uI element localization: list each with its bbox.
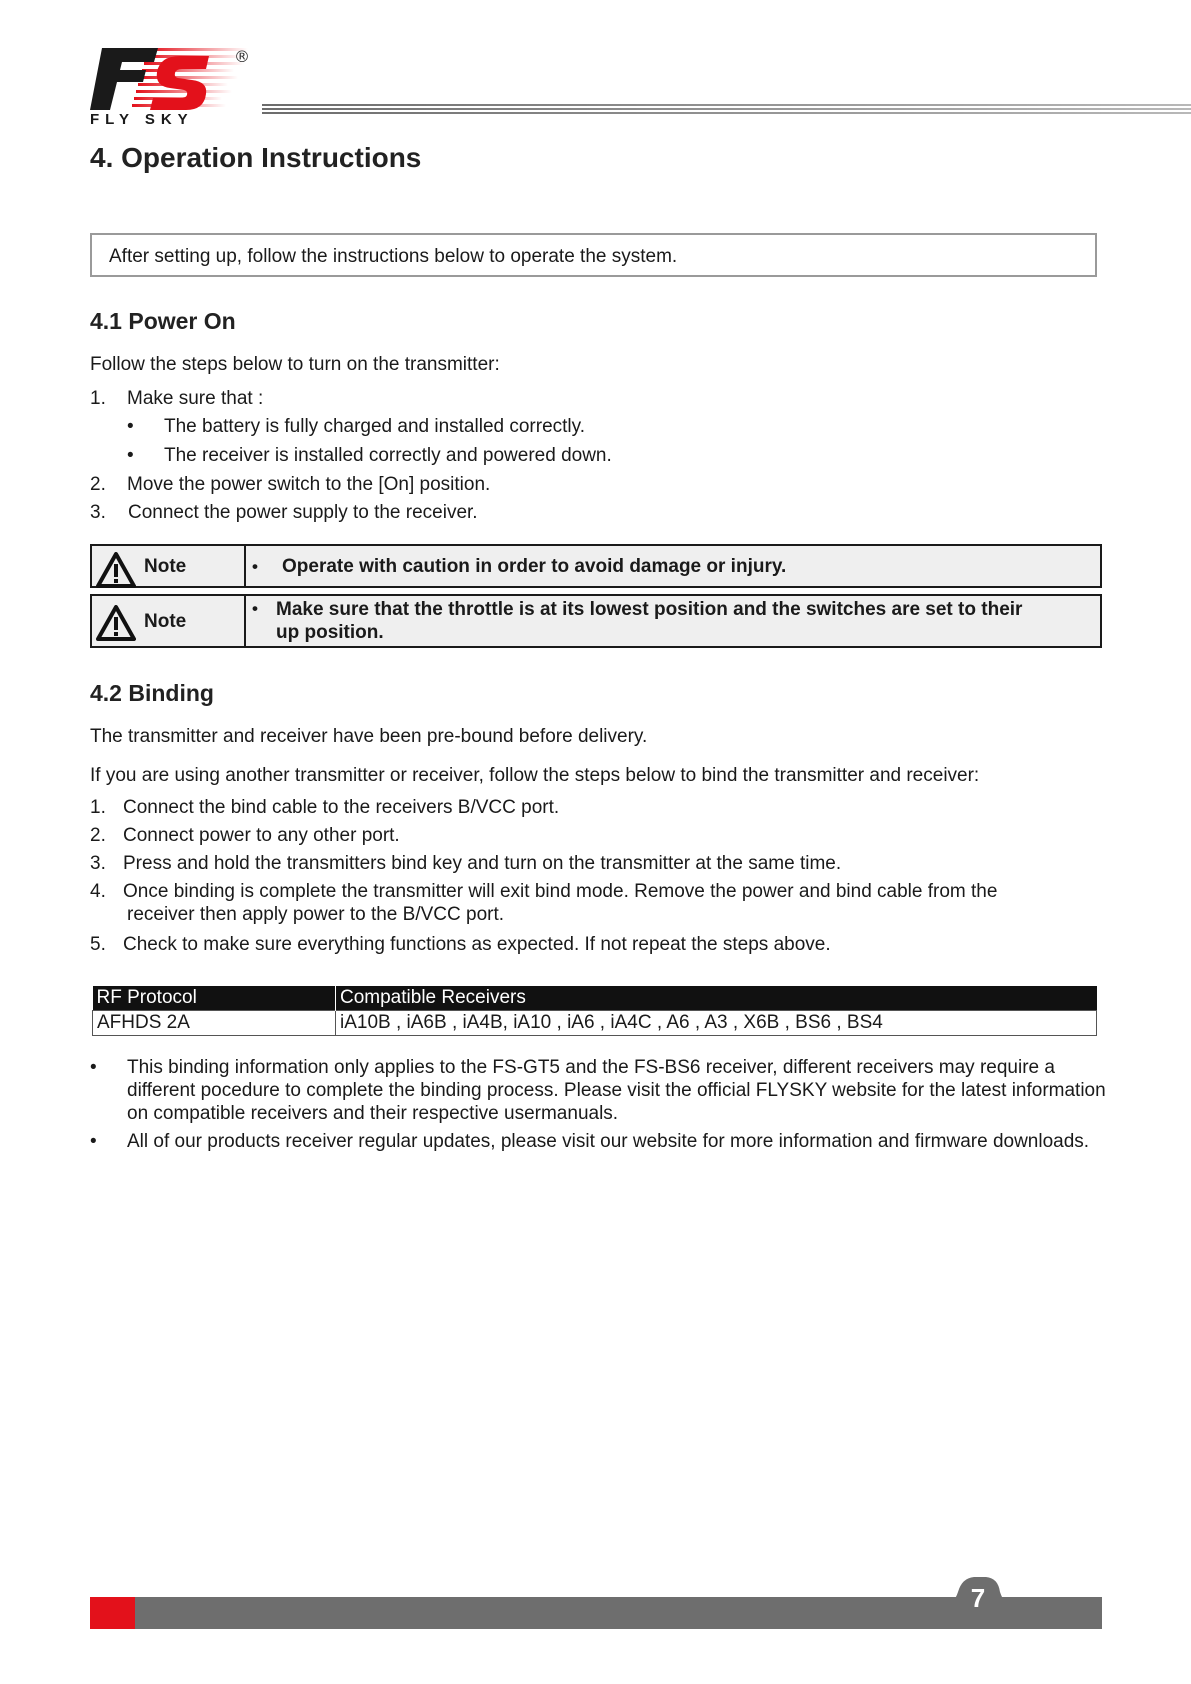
- note-label-cell: [92, 596, 246, 646]
- power-on-lead: Follow the steps below to turn on the transmitter:: [90, 354, 500, 375]
- step-text: Connect the bind cable to the receivers B/VCC port.: [123, 797, 560, 818]
- registered-mark: ®: [234, 47, 250, 66]
- note-text-line2: up position.: [276, 622, 384, 643]
- bullet-marker: •: [90, 1131, 97, 1152]
- step-text: Check to make sure everything functions as expected. If not repeat the steps above.: [123, 934, 831, 955]
- step-number: 1.: [90, 797, 106, 818]
- binding-para-2: If you are using another transmitter or receiver, follow the steps below to bind the transmitter and receiver:: [90, 765, 980, 786]
- step-text: Make sure that :: [127, 388, 264, 409]
- note-label: Note: [144, 611, 187, 632]
- step-number: 1.: [90, 388, 106, 409]
- section-heading-binding: 4.2 Binding: [90, 680, 214, 706]
- table-cell: AFHDS 2A: [93, 1011, 336, 1036]
- intro-text: After setting up, follow the instructions below to operate the system.: [109, 246, 678, 267]
- note-text: Operate with caution in order to avoid damage or injury.: [282, 556, 787, 577]
- step-number: 2.: [90, 825, 106, 846]
- table-header-cell: RF Protocol: [93, 986, 336, 1011]
- page-title: 4. Operation Instructions: [90, 142, 422, 173]
- table-header-cell: Compatible Receivers: [336, 986, 1097, 1011]
- note-label: Note: [144, 556, 187, 577]
- note-text-line1: Make sure that the throttle is at its lowest position and the switches are set to their: [276, 599, 1023, 620]
- footer-accent: [90, 1597, 135, 1629]
- bullet-text: This binding information only applies to the FS-GT5 and the FS-BS6 receiver, different receivers may require a different pocedure to complete the binding process. Please visit the official FLYSKY website for the latest information on compatible receivers and their respective usermanuals.: [127, 1057, 1106, 1124]
- table-cell: iA10B , iA6B , iA4B, iA10 , iA6 , iA4C , A6 , A3 , X6B , BS6 , BS4: [336, 1011, 1097, 1036]
- step-number: 3.: [90, 502, 106, 523]
- step-number: 3.: [90, 853, 106, 874]
- section-heading-power-on: 4.1 Power On: [90, 308, 236, 334]
- step-text: Once binding is complete the transmitter will exit bind mode. Remove the power and bind cable from the: [123, 881, 998, 902]
- intro-box: [90, 233, 1097, 277]
- sub-bullet: •: [127, 445, 134, 466]
- note-label-cell: [92, 546, 246, 586]
- step-number: 4.: [90, 881, 106, 902]
- table-row: [93, 1011, 1097, 1036]
- note-box: [90, 594, 1102, 648]
- note-box: [90, 544, 1102, 588]
- sub-bullet-text: The receiver is installed correctly and powered down.: [164, 445, 612, 466]
- flysky-logo: [88, 40, 268, 126]
- page-number: 7: [970, 1583, 986, 1613]
- warning-icon: [96, 552, 136, 588]
- sub-bullet: •: [127, 416, 134, 437]
- note-bullet: •: [252, 557, 258, 576]
- bullet-marker: •: [90, 1057, 97, 1078]
- table-header-row: [93, 986, 1097, 1011]
- logo-wordmark: FLY SKY: [90, 111, 194, 126]
- step-text-continued: receiver then apply power to the B/VCC port.: [127, 904, 505, 925]
- bullet-text: All of our products receiver regular updates, please visit our website for more information and firmware downloads.: [127, 1131, 1090, 1152]
- note-bullet: •: [252, 599, 258, 618]
- sub-bullet-text: The battery is fully charged and installed correctly.: [164, 416, 586, 437]
- step-text: Connect the power supply to the receiver.: [128, 502, 478, 523]
- header-rule: [262, 104, 1191, 118]
- binding-para-1: The transmitter and receiver have been pre-bound before delivery.: [90, 726, 648, 747]
- compatibility-table: [92, 986, 1097, 1036]
- warning-icon: [96, 605, 136, 641]
- step-text: Move the power switch to the [On] position.: [127, 474, 491, 495]
- step-text: Press and hold the transmitters bind key and turn on the transmitter at the same time.: [123, 853, 842, 874]
- step-number: 5.: [90, 934, 106, 955]
- step-number: 2.: [90, 474, 106, 495]
- step-text: Connect power to any other port.: [123, 825, 400, 846]
